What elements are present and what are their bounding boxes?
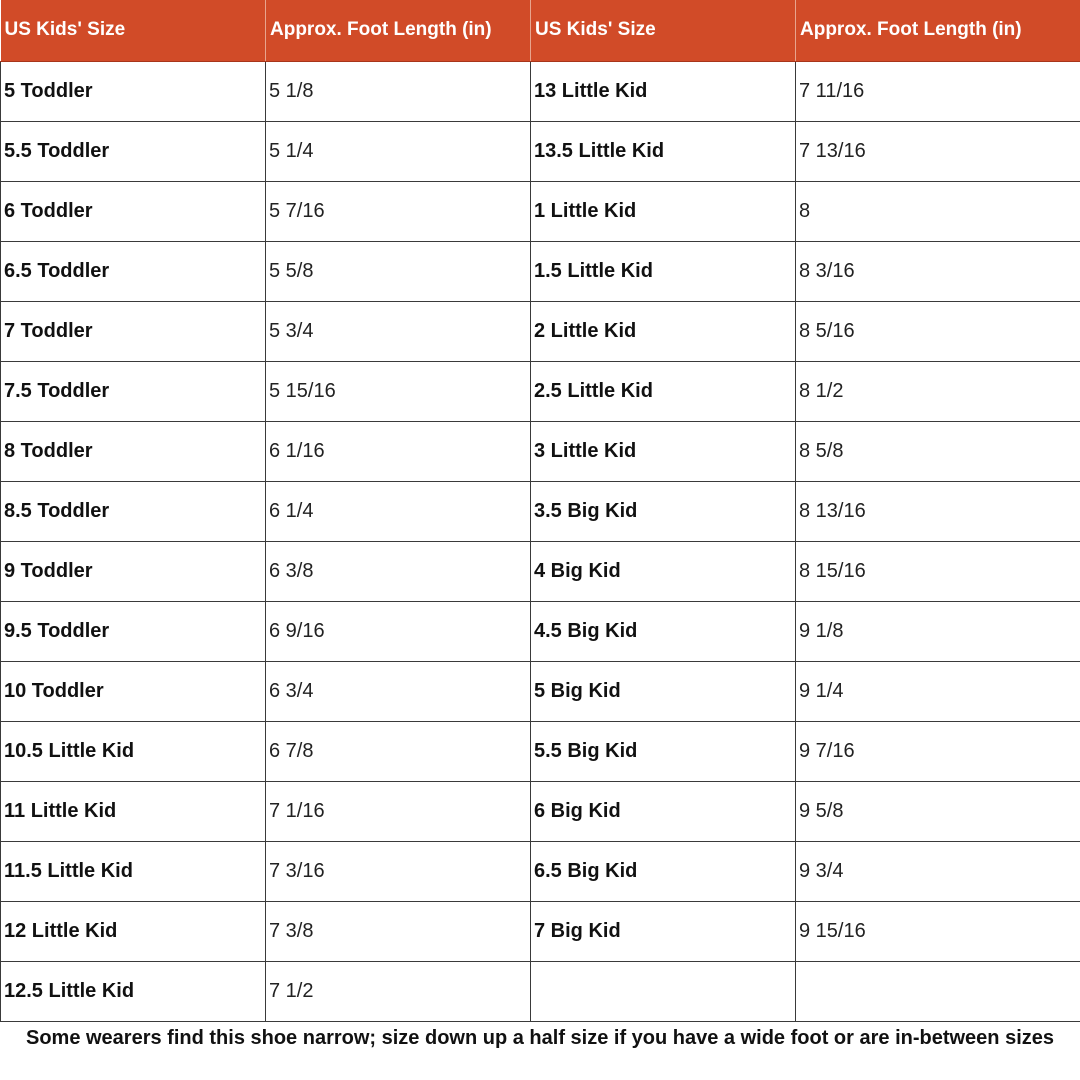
foot-length-cell: 5 3/4 bbox=[266, 301, 531, 361]
foot-length-cell: 7 13/16 bbox=[796, 121, 1080, 181]
table-row bbox=[1, 841, 1080, 901]
table-row bbox=[1, 541, 1080, 601]
table-header-row bbox=[1, 0, 1080, 61]
header-size-right: US Kids' Size bbox=[531, 0, 796, 61]
size-cell: 7 Toddler bbox=[1, 301, 266, 361]
foot-length-cell: 8 5/8 bbox=[796, 421, 1080, 481]
table-row bbox=[1, 241, 1080, 301]
table-row bbox=[1, 121, 1080, 181]
table-row bbox=[1, 601, 1080, 661]
foot-length-cell bbox=[796, 961, 1080, 1021]
size-cell: 5 Big Kid bbox=[531, 661, 796, 721]
size-cell: 6.5 Toddler bbox=[1, 241, 266, 301]
table-row bbox=[1, 301, 1080, 361]
foot-length-cell: 9 1/4 bbox=[796, 661, 1080, 721]
foot-length-cell: 8 bbox=[796, 181, 1080, 241]
size-cell: 10 Toddler bbox=[1, 661, 266, 721]
foot-length-cell: 9 15/16 bbox=[796, 901, 1080, 961]
size-cell: 10.5 Little Kid bbox=[1, 721, 266, 781]
foot-length-cell: 7 3/8 bbox=[266, 901, 531, 961]
size-cell: 13 Little Kid bbox=[531, 61, 796, 121]
foot-length-cell: 7 3/16 bbox=[266, 841, 531, 901]
size-cell: 5 Toddler bbox=[1, 61, 266, 121]
table-row bbox=[1, 661, 1080, 721]
size-cell: 2.5 Little Kid bbox=[531, 361, 796, 421]
size-cell: 4 Big Kid bbox=[531, 541, 796, 601]
size-cell: 7.5 Toddler bbox=[1, 361, 266, 421]
foot-length-cell: 8 13/16 bbox=[796, 481, 1080, 541]
size-cell: 12.5 Little Kid bbox=[1, 961, 266, 1021]
table-row bbox=[1, 481, 1080, 541]
foot-length-cell: 5 5/8 bbox=[266, 241, 531, 301]
size-cell: 3.5 Big Kid bbox=[531, 481, 796, 541]
foot-length-cell: 7 11/16 bbox=[796, 61, 1080, 121]
foot-length-cell: 8 3/16 bbox=[796, 241, 1080, 301]
foot-length-cell: 7 1/16 bbox=[266, 781, 531, 841]
size-cell bbox=[531, 961, 796, 1021]
foot-length-cell: 5 1/4 bbox=[266, 121, 531, 181]
foot-length-cell: 6 1/16 bbox=[266, 421, 531, 481]
size-cell: 5.5 Toddler bbox=[1, 121, 266, 181]
foot-length-cell: 8 1/2 bbox=[796, 361, 1080, 421]
foot-length-cell: 9 1/8 bbox=[796, 601, 1080, 661]
foot-length-cell: 6 3/8 bbox=[266, 541, 531, 601]
fit-note: Some wearers find this shoe narrow; size down up a half size if you have a wide foot or are in-between sizes bbox=[25, 1027, 1055, 1049]
size-cell: 13.5 Little Kid bbox=[531, 121, 796, 181]
size-cell: 1.5 Little Kid bbox=[531, 241, 796, 301]
foot-length-cell: 9 5/8 bbox=[796, 781, 1080, 841]
size-cell: 12 Little Kid bbox=[1, 901, 266, 961]
foot-length-cell: 6 1/4 bbox=[266, 481, 531, 541]
foot-length-cell: 6 7/8 bbox=[266, 721, 531, 781]
size-cell: 5.5 Big Kid bbox=[531, 721, 796, 781]
foot-length-cell: 9 7/16 bbox=[796, 721, 1080, 781]
foot-length-cell: 9 3/4 bbox=[796, 841, 1080, 901]
size-cell: 11.5 Little Kid bbox=[1, 841, 266, 901]
size-cell: 7 Big Kid bbox=[531, 901, 796, 961]
size-cell: 9.5 Toddler bbox=[1, 601, 266, 661]
size-cell: 6.5 Big Kid bbox=[531, 841, 796, 901]
size-cell: 8.5 Toddler bbox=[1, 481, 266, 541]
table-row bbox=[1, 721, 1080, 781]
foot-length-cell: 8 5/16 bbox=[796, 301, 1080, 361]
foot-length-cell: 6 3/4 bbox=[266, 661, 531, 721]
table-body bbox=[1, 61, 1080, 1021]
size-cell: 6 Toddler bbox=[1, 181, 266, 241]
foot-length-cell: 6 9/16 bbox=[266, 601, 531, 661]
size-cell: 8 Toddler bbox=[1, 421, 266, 481]
size-cell: 2 Little Kid bbox=[531, 301, 796, 361]
foot-length-cell: 7 1/2 bbox=[266, 961, 531, 1021]
size-cell: 9 Toddler bbox=[1, 541, 266, 601]
table-row bbox=[1, 61, 1080, 121]
foot-length-cell: 8 15/16 bbox=[796, 541, 1080, 601]
foot-length-cell: 5 15/16 bbox=[266, 361, 531, 421]
header-length-left: Approx. Foot Length (in) bbox=[266, 0, 531, 61]
header-size-left: US Kids' Size bbox=[1, 0, 266, 61]
size-cell: 6 Big Kid bbox=[531, 781, 796, 841]
table-row bbox=[1, 901, 1080, 961]
table-row bbox=[1, 961, 1080, 1021]
foot-length-cell: 5 1/8 bbox=[266, 61, 531, 121]
table-row bbox=[1, 421, 1080, 481]
table-row bbox=[1, 181, 1080, 241]
table-row bbox=[1, 781, 1080, 841]
table-row bbox=[1, 361, 1080, 421]
size-cell: 11 Little Kid bbox=[1, 781, 266, 841]
foot-length-cell: 5 7/16 bbox=[266, 181, 531, 241]
size-cell: 4.5 Big Kid bbox=[531, 601, 796, 661]
size-cell: 1 Little Kid bbox=[531, 181, 796, 241]
size-cell: 3 Little Kid bbox=[531, 421, 796, 481]
header-length-right: Approx. Foot Length (in) bbox=[796, 0, 1080, 61]
